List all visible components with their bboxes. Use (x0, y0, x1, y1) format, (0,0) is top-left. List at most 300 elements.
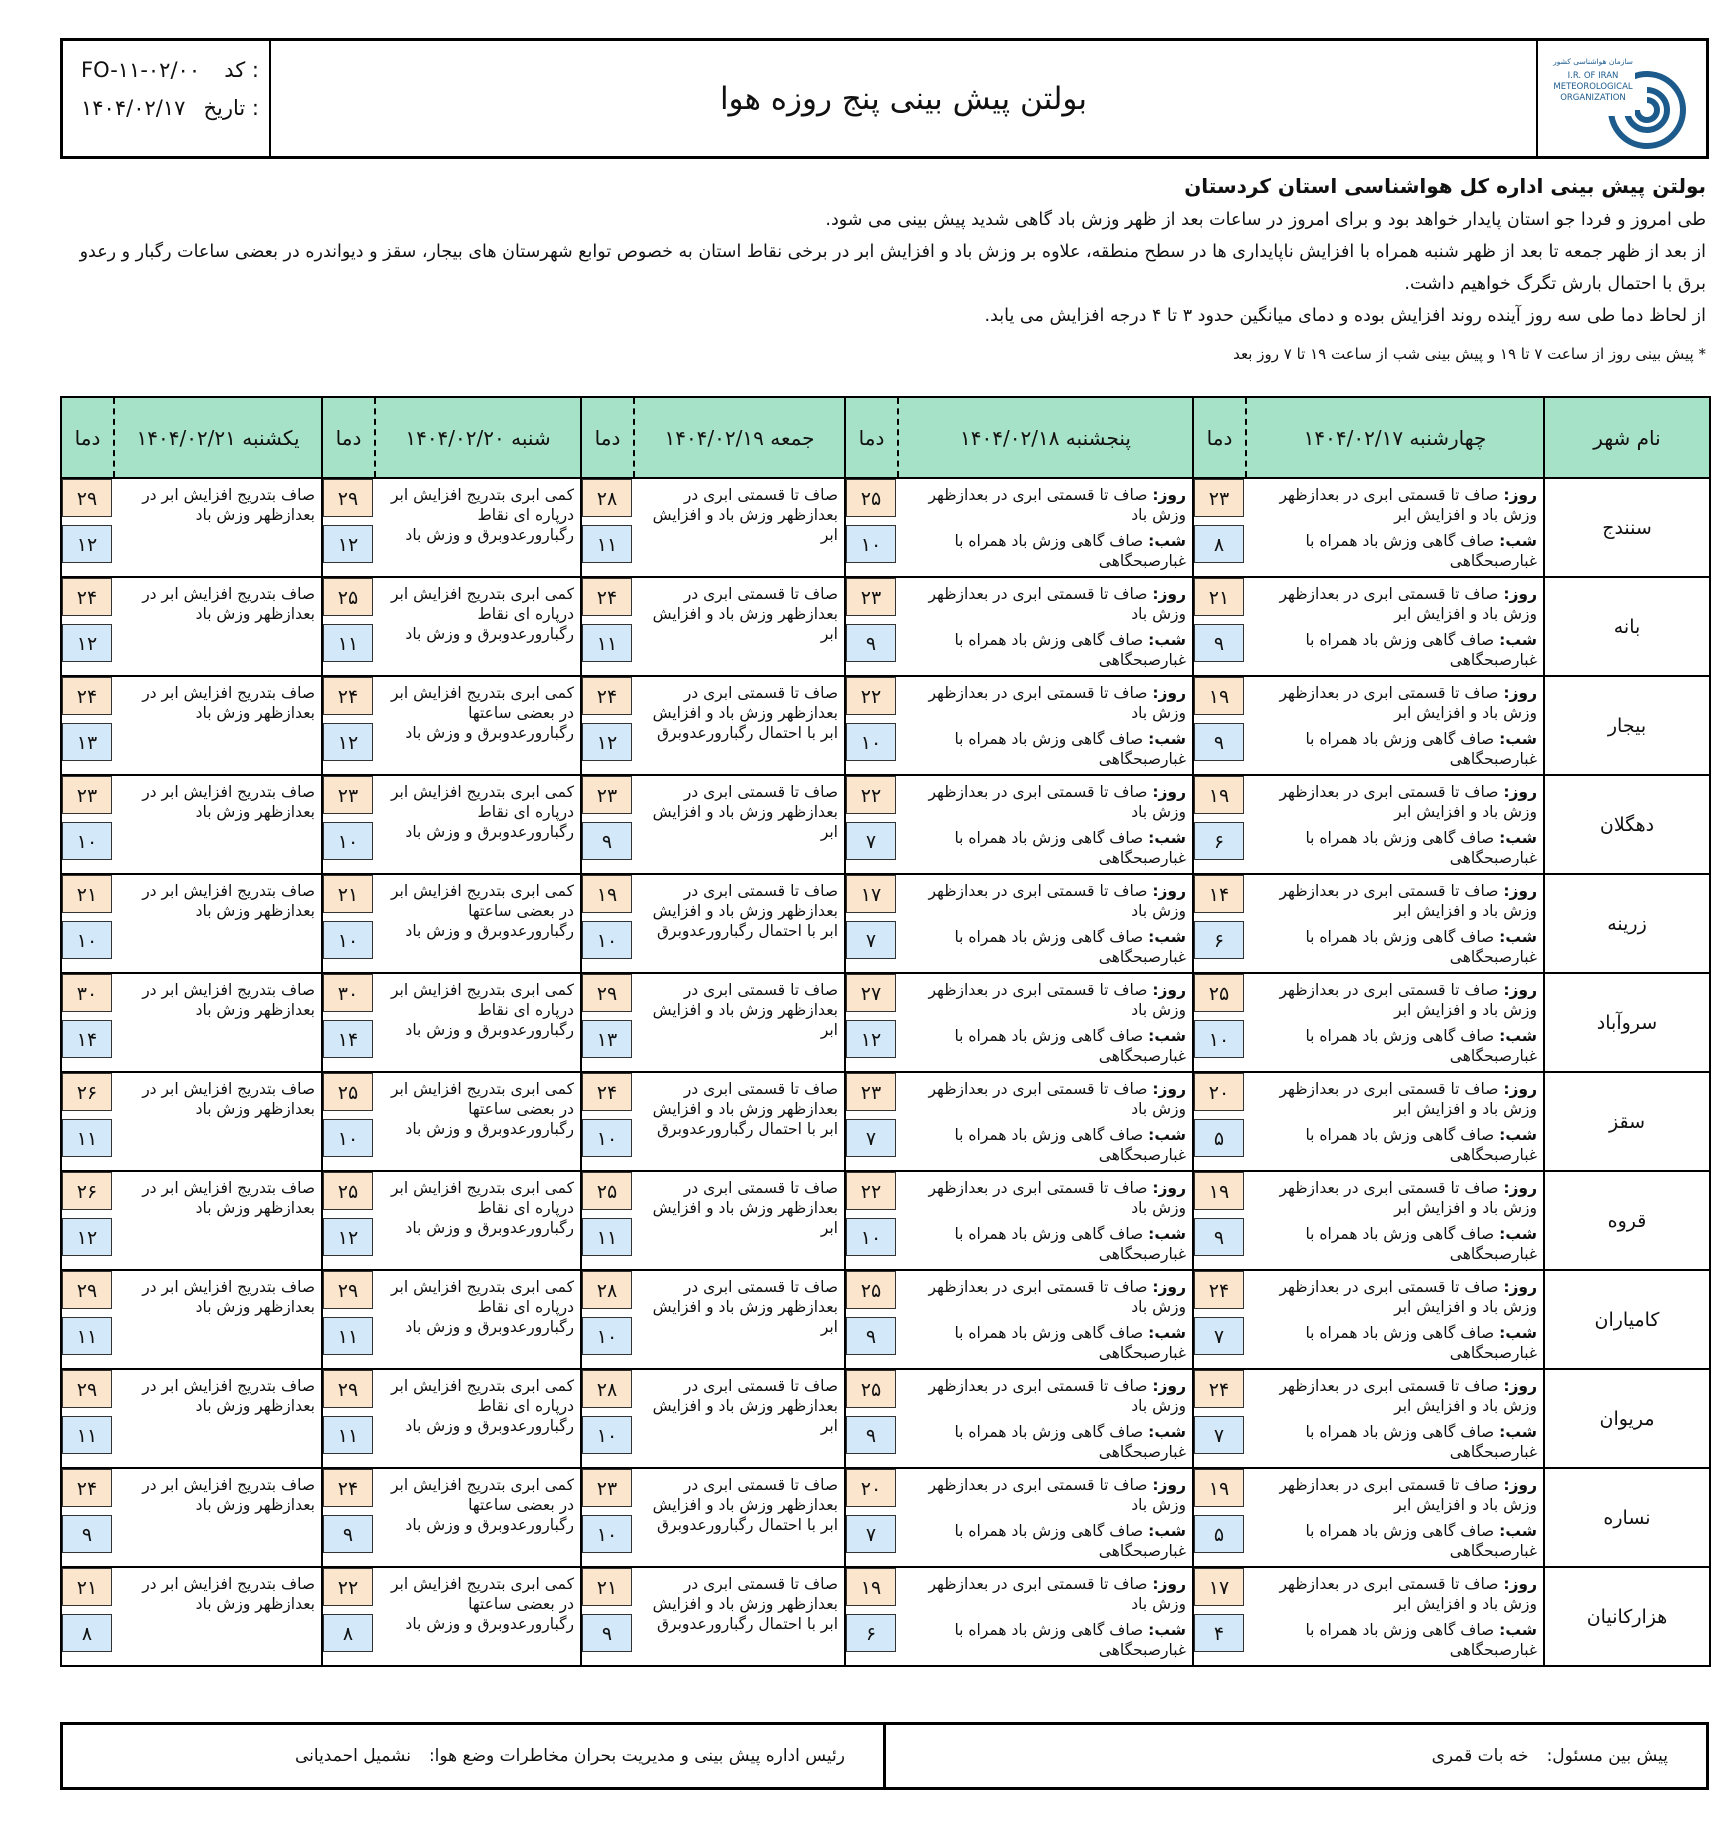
night-label: شب: (1148, 1324, 1186, 1342)
min-temp: ۱۱ (323, 1416, 373, 1454)
temp-cell (1193, 1468, 1246, 1567)
max-temp: ۲۴ (1194, 1370, 1244, 1408)
min-temp: ۷ (846, 1515, 896, 1553)
max-temp: ۲۳ (582, 1469, 632, 1507)
day-forecast: صاف تا قسمتی ابری در بعدازظهر وزش باد (928, 1575, 1186, 1613)
max-temp: ۱۷ (846, 875, 896, 913)
day-forecast: صاف تا قسمتی ابری در بعدازظهر وزش باد (928, 1377, 1186, 1415)
temp-cell (322, 874, 375, 973)
night-forecast: صاف گاهی وزش باد همراه با غبارصبحگاهی (954, 631, 1186, 669)
min-temp: ۱۳ (582, 1020, 632, 1058)
temp-cell (845, 1270, 898, 1369)
day-label: روز: (1503, 1575, 1537, 1593)
forecast-text: کمی ابری بتدریج افزایش ابر درپاره ای نقاط رگبارورعدوبرق و وزش باد (375, 1369, 581, 1468)
temp-cell (1193, 676, 1246, 775)
department-head-label: رئیس اداره پیش بینی و مدیریت بحران مخاطرات وضع هوا: (428, 1746, 845, 1766)
forecast-text: صاف تا قسمتی ابری در بعدازظهر وزش باد و افزایش ابر با احتمال رگبارورعدوبرق (634, 676, 845, 775)
min-temp: ۵ (1194, 1515, 1244, 1553)
min-temp: ۹ (846, 1317, 896, 1355)
night-forecast: صاف گاهی وزش باد همراه با غبارصبحگاهی (954, 1522, 1186, 1560)
day-forecast: صاف تا قسمتی ابری در بعدازظهر وزش باد و افزایش ابر (1279, 1377, 1537, 1415)
day-label: روز: (1152, 585, 1186, 603)
summary-paragraph-2: از بعد از ظهر جمعه تا بعد از ظهر شنبه همراه با افزایش ناپایداری ها در سطح منطقه، علاوه بر وزش باد و افزایش ابر در برخی نقاط استان به خصوص توابع شهرستان های بیجار، سقز و دیواندره در بعضی ساعات رگبار و رعدو برق با احتمال بارش تگرگ خواهیم داشت. (79, 242, 1706, 294)
day-label: روز: (1152, 882, 1186, 900)
city-name: سنندج (1544, 478, 1710, 577)
table-header-row (61, 397, 1710, 478)
temp-cell (581, 1171, 634, 1270)
min-temp: ۱۲ (62, 525, 112, 563)
day-night-forecast (898, 1369, 1193, 1468)
day-forecast: صاف تا قسمتی ابری در بعدازظهر وزش باد و افزایش ابر (1279, 486, 1537, 524)
temp-cell (61, 577, 114, 676)
min-temp: ۱۱ (323, 624, 373, 662)
temp-cell (581, 874, 634, 973)
signature-footer (60, 1722, 1709, 1790)
night-label: شب: (1499, 928, 1537, 946)
temp-header: دما (1193, 397, 1246, 478)
day-night-forecast (898, 1171, 1193, 1270)
max-temp: ۲۱ (62, 875, 112, 913)
min-temp: ۱۰ (846, 723, 896, 761)
temp-cell (61, 1072, 114, 1171)
day-label: روز: (1503, 981, 1537, 999)
min-temp: ۱۰ (582, 921, 632, 959)
max-temp: ۲۱ (323, 875, 373, 913)
day-night-forecast (1246, 478, 1544, 577)
min-temp: ۱۰ (62, 921, 112, 959)
night-forecast: صاف گاهی وزش باد همراه با غبارصبحگاهی (1305, 1324, 1537, 1362)
summary-paragraph-3: از لحاظ دما طی سه روز آینده روند افزایش بوده و دمای میانگین حدود ۳ تا ۴ درجه افزایش می یابد. (984, 306, 1706, 326)
forecast-text: کمی ابری بتدریج افزایش ابر در بعضی ساعتها رگبارورعدوبرق و وزش باد (375, 874, 581, 973)
summary-paragraph-1: طی امروز و فردا جو استان پایدار خواهد بود و برای امروز در ساعات بعد از ظهر وزش باد گاهی شدید پیش بینی می شود. (825, 210, 1706, 230)
night-forecast: صاف گاهی وزش باد همراه با غبارصبحگاهی (954, 1423, 1186, 1461)
min-temp: ۱۰ (846, 1218, 896, 1256)
summary-heading: بولتن پیش بینی اداره کل هواشناسی استان کردستان (1184, 174, 1706, 198)
city-column-header: نام شهر (1544, 397, 1710, 478)
temp-cell (581, 577, 634, 676)
max-temp: ۲۵ (323, 578, 373, 616)
night-forecast: صاف گاهی وزش باد همراه با غبارصبحگاهی (954, 1225, 1186, 1263)
day-label: روز: (1503, 783, 1537, 801)
temp-cell (1193, 1567, 1246, 1666)
max-temp: ۲۴ (1194, 1271, 1244, 1309)
max-temp: ۲۴ (323, 1469, 373, 1507)
min-temp: ۹ (582, 1614, 632, 1652)
temp-cell (581, 1468, 634, 1567)
temp-cell (322, 1171, 375, 1270)
max-temp: ۲۴ (582, 1073, 632, 1111)
night-forecast: صاف گاهی وزش باد همراه با غبارصبحگاهی (1305, 532, 1537, 570)
night-forecast: صاف گاهی وزش باد همراه با غبارصبحگاهی (1305, 1621, 1537, 1659)
min-temp: ۱۱ (62, 1119, 112, 1157)
forecaster-label: پیش بین مسئول: (1546, 1746, 1668, 1766)
city-name: هزارکانیان (1544, 1567, 1710, 1666)
day-label: روز: (1503, 684, 1537, 702)
temp-cell (61, 775, 114, 874)
forecast-text: کمی ابری بتدریج افزایش ابر درپاره ای نقاط رگبارورعدوبرق و وزش باد (375, 478, 581, 577)
min-temp: ۱۴ (62, 1020, 112, 1058)
day-label: روز: (1503, 1278, 1537, 1296)
night-forecast: صاف گاهی وزش باد همراه با غبارصبحگاهی (1305, 928, 1537, 966)
day-night-forecast (1246, 1072, 1544, 1171)
day-forecast: صاف تا قسمتی ابری در بعدازظهر وزش باد (928, 585, 1186, 623)
day-night-forecast (898, 577, 1193, 676)
max-temp: ۲۹ (323, 479, 373, 517)
temp-cell (322, 973, 375, 1072)
min-temp: ۹ (62, 1515, 112, 1553)
forecast-text: صاف تا قسمتی ابری در بعدازظهر وزش باد و افزایش ابر (634, 973, 845, 1072)
max-temp: ۲۵ (846, 1370, 896, 1408)
temp-cell (1193, 577, 1246, 676)
temp-cell (1193, 478, 1246, 577)
day-label: روز: (1152, 783, 1186, 801)
min-temp: ۹ (582, 822, 632, 860)
temp-cell (61, 1468, 114, 1567)
logo-line4: ORGANIZATION (1560, 92, 1626, 103)
min-temp: ۱۰ (323, 822, 373, 860)
night-label: شب: (1148, 532, 1186, 550)
night-forecast: صاف گاهی وزش باد همراه با غبارصبحگاهی (1305, 730, 1537, 768)
night-forecast: صاف گاهی وزش باد همراه با غبارصبحگاهی (954, 730, 1186, 768)
table-row (61, 973, 1710, 1072)
night-forecast: صاف گاهی وزش باد همراه با غبارصبحگاهی (954, 1621, 1186, 1659)
day-label: روز: (1503, 882, 1537, 900)
temp-cell (61, 1171, 114, 1270)
min-temp: ۱۲ (582, 723, 632, 761)
day-forecast: صاف تا قسمتی ابری در بعدازظهر وزش باد و افزایش ابر (1279, 1278, 1537, 1316)
temp-cell (61, 1270, 114, 1369)
max-temp: ۱۹ (582, 875, 632, 913)
day-forecast: صاف تا قسمتی ابری در بعدازظهر وزش باد (928, 981, 1186, 1019)
min-temp: ۱۰ (323, 921, 373, 959)
max-temp: ۱۹ (1194, 677, 1244, 715)
temp-cell (845, 478, 898, 577)
night-label: شب: (1499, 1324, 1537, 1342)
day-forecast: صاف تا قسمتی ابری در بعدازظهر وزش باد (928, 1179, 1186, 1217)
night-label: شب: (1148, 631, 1186, 649)
min-temp: ۵ (1194, 1119, 1244, 1157)
night-forecast: صاف گاهی وزش باد همراه با غبارصبحگاهی (954, 1126, 1186, 1164)
forecaster-name: خه بات قمری (1431, 1746, 1529, 1766)
forecast-text: صاف بتدریج افزایش ابر در بعدازظهر وزش باد (114, 1270, 322, 1369)
day-night-forecast (898, 676, 1193, 775)
temp-cell (581, 478, 634, 577)
day-night-forecast (1246, 1270, 1544, 1369)
temp-cell (845, 874, 898, 973)
max-temp: ۱۴ (1194, 875, 1244, 913)
day-label: روز: (1152, 1278, 1186, 1296)
temp-cell (322, 577, 375, 676)
day-label: روز: (1152, 1080, 1186, 1098)
min-temp: ۱۰ (62, 822, 112, 860)
min-temp: ۹ (323, 1515, 373, 1553)
min-temp: ۱۱ (62, 1416, 112, 1454)
day-header: شنبه ۱۴۰۴/۰۲/۲۰ (375, 397, 581, 478)
temp-cell (61, 676, 114, 775)
night-label: شب: (1148, 928, 1186, 946)
max-temp: ۲۵ (846, 479, 896, 517)
forecast-text: کمی ابری بتدریج افزایش ابر درپاره ای نقاط رگبارورعدوبرق و وزش باد (375, 1171, 581, 1270)
table-row (61, 1369, 1710, 1468)
temp-cell (61, 478, 114, 577)
forecast-text: کمی ابری بتدریج افزایش ابر درپاره ای نقاط رگبارورعدوبرق و وزش باد (375, 577, 581, 676)
max-temp: ۲۴ (582, 677, 632, 715)
temp-cell (845, 1369, 898, 1468)
day-label: روز: (1152, 981, 1186, 999)
temp-cell (322, 1369, 375, 1468)
city-name: زرینه (1544, 874, 1710, 973)
day-night-forecast (1246, 577, 1544, 676)
min-temp: ۱۰ (846, 525, 896, 563)
max-temp: ۲۳ (846, 1073, 896, 1111)
day-label: روز: (1503, 1377, 1537, 1395)
date-label: تاریخ : (203, 96, 259, 120)
temp-cell (845, 1468, 898, 1567)
min-temp: ۷ (1194, 1416, 1244, 1454)
temp-cell (581, 676, 634, 775)
temp-cell (1193, 775, 1246, 874)
night-label: شب: (1499, 1522, 1537, 1540)
forecast-text: صاف بتدریج افزایش ابر در بعدازظهر وزش باد (114, 577, 322, 676)
temp-header: دما (322, 397, 375, 478)
temp-header: دما (581, 397, 634, 478)
day-night-forecast (898, 1270, 1193, 1369)
night-forecast: صاف گاهی وزش باد همراه با غبارصبحگاهی (1305, 1423, 1537, 1461)
max-temp: ۲۷ (846, 974, 896, 1012)
forecast-text: صاف بتدریج افزایش ابر در بعدازظهر وزش باد (114, 874, 322, 973)
day-label: روز: (1152, 486, 1186, 504)
forecast-text: صاف بتدریج افزایش ابر در بعدازظهر وزش باد (114, 478, 322, 577)
max-temp: ۲۶ (62, 1073, 112, 1111)
night-forecast: صاف گاهی وزش باد همراه با غبارصبحگاهی (1305, 1522, 1537, 1560)
day-label: روز: (1152, 1575, 1186, 1593)
city-name: بانه (1544, 577, 1710, 676)
forecast-text: کمی ابری بتدریج افزایش ابر در بعضی ساعتها رگبارورعدوبرق و وزش باد (375, 1468, 581, 1567)
date-value: ۱۴۰۴/۰۲/۱۷ (81, 96, 186, 120)
temp-cell (61, 973, 114, 1072)
forecast-text: کمی ابری بتدریج افزایش ابر درپاره ای نقاط رگبارورعدوبرق و وزش باد (375, 973, 581, 1072)
temp-cell (1193, 874, 1246, 973)
night-label: شب: (1148, 1225, 1186, 1243)
night-forecast: صاف گاهی وزش باد همراه با غبارصبحگاهی (954, 928, 1186, 966)
max-temp: ۳۰ (62, 974, 112, 1012)
temp-cell (322, 1270, 375, 1369)
temp-cell (322, 676, 375, 775)
day-label: روز: (1503, 585, 1537, 603)
min-temp: ۱۱ (582, 1218, 632, 1256)
max-temp: ۱۹ (1194, 1469, 1244, 1507)
night-forecast: صاف گاهی وزش باد همراه با غبارصبحگاهی (954, 829, 1186, 867)
forecast-text: صاف تا قسمتی ابری در بعدازظهر وزش باد و افزایش ابر با احتمال رگبارورعدوبرق (634, 1468, 845, 1567)
temp-cell (61, 874, 114, 973)
day-night-forecast (1246, 1567, 1544, 1666)
temp-cell (322, 478, 375, 577)
department-head-block (63, 1725, 883, 1787)
max-temp: ۲۴ (582, 578, 632, 616)
forecast-text: صاف تا قسمتی ابری در بعدازظهر وزش باد و افزایش ابر (634, 478, 845, 577)
max-temp: ۲۰ (846, 1469, 896, 1507)
forecast-text: صاف بتدریج افزایش ابر در بعدازظهر وزش باد (114, 1369, 322, 1468)
max-temp: ۲۴ (62, 677, 112, 715)
min-temp: ۱۲ (846, 1020, 896, 1058)
min-temp: ۶ (846, 1614, 896, 1652)
max-temp: ۱۹ (1194, 776, 1244, 814)
max-temp: ۲۵ (1194, 974, 1244, 1012)
table-row (61, 1468, 1710, 1567)
temp-cell (581, 1072, 634, 1171)
night-label: شب: (1499, 730, 1537, 748)
day-night-forecast (1246, 676, 1544, 775)
night-forecast: صاف گاهی وزش باد همراه با غبارصبحگاهی (1305, 829, 1537, 867)
temp-cell (1193, 973, 1246, 1072)
forecast-text: کمی ابری بتدریج افزایش ابر در بعضی ساعتها رگبارورعدوبرق و وزش باد (375, 1072, 581, 1171)
min-temp: ۱۱ (323, 1317, 373, 1355)
night-label: شب: (1148, 1126, 1186, 1144)
max-temp: ۲۵ (323, 1172, 373, 1210)
temp-cell (581, 973, 634, 1072)
max-temp: ۲۰ (1194, 1073, 1244, 1111)
min-temp: ۷ (1194, 1317, 1244, 1355)
night-label: شب: (1499, 1621, 1537, 1639)
day-night-forecast (898, 1072, 1193, 1171)
min-temp: ۹ (1194, 723, 1244, 761)
bulletin-header (60, 38, 1709, 159)
max-temp: ۱۹ (846, 1568, 896, 1606)
night-forecast: صاف گاهی وزش باد همراه با غبارصبحگاهی (1305, 1126, 1537, 1164)
temp-cell (581, 1270, 634, 1369)
min-temp: ۶ (1194, 822, 1244, 860)
day-header: جمعه ۱۴۰۴/۰۲/۱۹ (634, 397, 845, 478)
temp-cell (1193, 1072, 1246, 1171)
temp-cell (322, 1567, 375, 1666)
night-label: شب: (1499, 829, 1537, 847)
code-date-box (63, 41, 271, 156)
day-forecast: صاف تا قسمتی ابری در بعدازظهر وزش باد (928, 684, 1186, 722)
max-temp: ۲۳ (1194, 479, 1244, 517)
max-temp: ۲۱ (62, 1568, 112, 1606)
forecast-summary (60, 170, 1706, 370)
department-head-name: نشمیل احمدیانی (295, 1746, 411, 1766)
forecast-text: کمی ابری بتدریج افزایش ابر در بعضی ساعتها رگبارورعدوبرق و وزش باد (375, 1567, 581, 1666)
day-label: روز: (1503, 1179, 1537, 1197)
night-forecast: صاف گاهی وزش باد همراه با غبارصبحگاهی (954, 1324, 1186, 1362)
max-temp: ۱۹ (1194, 1172, 1244, 1210)
table-row (61, 1567, 1710, 1666)
city-name: نساره (1544, 1468, 1710, 1567)
day-forecast: صاف تا قسمتی ابری در بعدازظهر وزش باد و افزایش ابر (1279, 1476, 1537, 1514)
max-temp: ۲۲ (846, 776, 896, 814)
irimo-logo (1536, 41, 1706, 156)
night-label: شب: (1499, 631, 1537, 649)
forecast-text: صاف تا قسمتی ابری در بعدازظهر وزش باد و افزایش ابر (634, 775, 845, 874)
day-forecast: صاف تا قسمتی ابری در بعدازظهر وزش باد (928, 1278, 1186, 1316)
min-temp: ۱۰ (582, 1119, 632, 1157)
forecast-text: صاف بتدریج افزایش ابر در بعدازظهر وزش باد (114, 775, 322, 874)
night-forecast: صاف گاهی وزش باد همراه با غبارصبحگاهی (954, 1027, 1186, 1065)
max-temp: ۲۱ (582, 1568, 632, 1606)
max-temp: ۳۰ (323, 974, 373, 1012)
night-label: شب: (1499, 1027, 1537, 1045)
min-temp: ۸ (323, 1614, 373, 1652)
table-row (61, 1171, 1710, 1270)
city-name: سروآباد (1544, 973, 1710, 1072)
temp-cell (581, 1369, 634, 1468)
night-label: شب: (1499, 532, 1537, 550)
day-forecast: صاف تا قسمتی ابری در بعدازظهر وزش باد و افزایش ابر (1279, 882, 1537, 920)
table-row (61, 874, 1710, 973)
city-name: کامیاران (1544, 1270, 1710, 1369)
day-night-forecast (898, 1567, 1193, 1666)
forecast-text: صاف بتدریج افزایش ابر در بعدازظهر وزش باد (114, 1468, 322, 1567)
forecast-text: صاف بتدریج افزایش ابر در بعدازظهر وزش باد (114, 1171, 322, 1270)
day-label: روز: (1503, 486, 1537, 504)
code-value: FO-۱۱-۰۲/۰۰ (81, 58, 201, 82)
max-temp: ۲۳ (62, 776, 112, 814)
min-temp: ۸ (1194, 525, 1244, 563)
temp-cell (845, 577, 898, 676)
table-row (61, 1072, 1710, 1171)
day-forecast: صاف تا قسمتی ابری در بعدازظهر وزش باد (928, 882, 1186, 920)
temp-cell (322, 1072, 375, 1171)
day-label: روز: (1152, 1179, 1186, 1197)
min-temp: ۸ (62, 1614, 112, 1652)
code-label: کد : (224, 58, 259, 82)
max-temp: ۲۳ (323, 776, 373, 814)
forecast-text: صاف بتدریج افزایش ابر در بعدازظهر وزش باد (114, 1072, 322, 1171)
temp-cell (845, 1072, 898, 1171)
day-header: پنجشنبه ۱۴۰۴/۰۲/۱۸ (898, 397, 1193, 478)
min-temp: ۱۲ (62, 1218, 112, 1256)
day-header: چهارشنبه ۱۴۰۴/۰۲/۱۷ (1246, 397, 1544, 478)
night-forecast: صاف گاهی وزش باد همراه با غبارصبحگاهی (1305, 1225, 1537, 1263)
max-temp: ۲۸ (582, 1271, 632, 1309)
forecast-text: صاف بتدریج افزایش ابر در بعدازظهر وزش باد (114, 676, 322, 775)
day-label: روز: (1152, 684, 1186, 702)
max-temp: ۲۹ (62, 1370, 112, 1408)
temp-cell (581, 775, 634, 874)
min-temp: ۴ (1194, 1614, 1244, 1652)
night-label: شب: (1499, 1423, 1537, 1441)
max-temp: ۲۹ (62, 1271, 112, 1309)
day-night-forecast (898, 973, 1193, 1072)
min-temp: ۱۴ (323, 1020, 373, 1058)
day-night-forecast (1246, 1369, 1544, 1468)
temp-cell (61, 1567, 114, 1666)
day-night-forecast (898, 478, 1193, 577)
day-forecast: صاف تا قسمتی ابری در بعدازظهر وزش باد (928, 486, 1186, 524)
forecast-text: کمی ابری بتدریج افزایش ابر درپاره ای نقاط رگبارورعدوبرق و وزش باد (375, 1270, 581, 1369)
day-night-forecast (1246, 775, 1544, 874)
forecast-time-note: * پیش بینی روز از ساعت ۷ تا ۱۹ و پیش بینی شب از ساعت ۱۹ تا ۷ روز بعد (1233, 345, 1706, 363)
city-name: سقز (1544, 1072, 1710, 1171)
min-temp: ۱۰ (323, 1119, 373, 1157)
max-temp: ۲۵ (582, 1172, 632, 1210)
table-row (61, 577, 1710, 676)
forecast-text: صاف تا قسمتی ابری در بعدازظهر وزش باد و افزایش ابر با احتمال رگبارورعدوبرق (634, 1567, 845, 1666)
max-temp: ۲۵ (846, 1271, 896, 1309)
forecast-text: کمی ابری بتدریج افزایش ابر درپاره ای نقاط رگبارورعدوبرق و وزش باد (375, 775, 581, 874)
min-temp: ۱۰ (582, 1515, 632, 1553)
day-forecast: صاف تا قسمتی ابری در بعدازظهر وزش باد و افزایش ابر (1279, 783, 1537, 821)
day-forecast: صاف تا قسمتی ابری در بعدازظهر وزش باد و افزایش ابر (1279, 1575, 1537, 1613)
forecast-text: صاف تا قسمتی ابری در بعدازظهر وزش باد و افزایش ابر (634, 1270, 845, 1369)
day-forecast: صاف تا قسمتی ابری در بعدازظهر وزش باد (928, 783, 1186, 821)
temp-cell (61, 1369, 114, 1468)
min-temp: ۱۰ (582, 1416, 632, 1454)
min-temp: ۱۲ (62, 624, 112, 662)
bulletin-title: بولتن پیش بینی پنج روزه هوا (719, 80, 1088, 117)
temp-header: دما (61, 397, 114, 478)
